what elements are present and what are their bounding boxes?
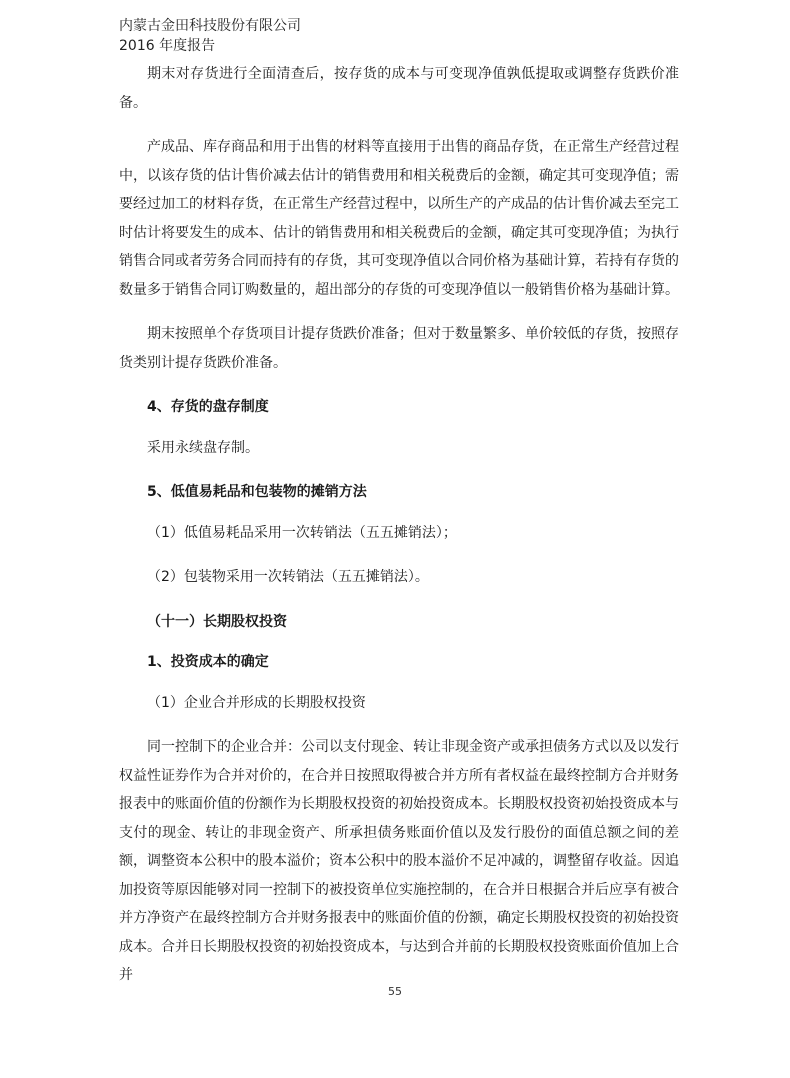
paragraph-inventory-review: 期末对存货进行全面清查后，按存货的成本与可变现净值孰低提取或调整存货跌价准备。 (119, 66, 679, 111)
header-report-title: 2016 年度报告 (119, 38, 216, 54)
heading-inventory-system: 4、存货的盘存制度 (147, 399, 269, 415)
header-company: 内蒙古金田科技股份有限公司 (119, 18, 301, 34)
list-item-low-value-consumables: （1）低值易耗品采用一次转销法（五五摊销法）； (147, 524, 457, 541)
paragraph-common-control-merger: 同一控制下的企业合并：公司以支付现金、转让非现金资产或承担债务方式以及以发行权益性证券作为合并对价的，在合并日按照取得被合并方所有者权益在最终控制方合并财务报表中的账面价值的份额作为长期股权投资的初始投资成本。长期股权投资初始投资成本与支付的现金、转让的非现金资产、所承担债务账面价值以及发行股份的面值总额之间的差额，调整资本公积中的股本溢价；资本公积中的股本溢价不足冲减的，调整留存收益。因追加投资等原因能够对同一控制下的被投资单位实施控制的，在合并日根据合并后应享有被合并方净资产在最终控制方合并财务报表中的账面价值的份额，确定长期股权投资的初始投资成本。合并日长期股权投资的初始投资成本，与达到合并前的长期股权投资账面价值加上合并 (119, 739, 679, 983)
list-item-packaging: （2）包装物采用一次转销法（五五摊销法）。 (147, 569, 429, 585)
heading-amortization-method: 5、低值易耗品和包装物的摊销方法 (147, 484, 367, 500)
document-body (119, 60, 679, 990)
page-header (119, 16, 301, 56)
paragraph-perpetual-inventory: 采用永续盘存制。 (147, 439, 259, 456)
heading-long-term-equity-investment: （十一）长期股权投资 (147, 613, 287, 630)
paragraph-impairment-provision: 期末按照单个存货项目计提存货跌价准备；但对于数量繁多、单价较低的存货，按照存货类别计提存货跌价准备。 (119, 326, 679, 371)
list-item-business-combination: （1）企业合并形成的长期股权投资 (147, 694, 366, 711)
paragraph-net-realizable-value: 产成品、库存商品和用于出售的材料等直接用于出售的商品存货，在正常生产经营过程中，以该存货的估计售价减去估计的销售费用和相关税费后的金额，确定其可变现净值；需要经过加工的材料存货，在正常生产经营过程中，以所生产的产成品的估计售价减去至完工时估计将要发生的成本、估计的销售费用和相关税费后的金额，确定其可变现净值；为执行销售合同或者劳务合同而持有的存货，其可变现净值以合同价格为基础计算，若持有存货的数量多于销售合同订购数量的，超出部分的存货的可变现净值以一般销售价格为基础计算。 (119, 139, 679, 298)
heading-investment-cost: 1、投资成本的确定 (147, 654, 269, 670)
page-number: 55 (388, 985, 402, 998)
